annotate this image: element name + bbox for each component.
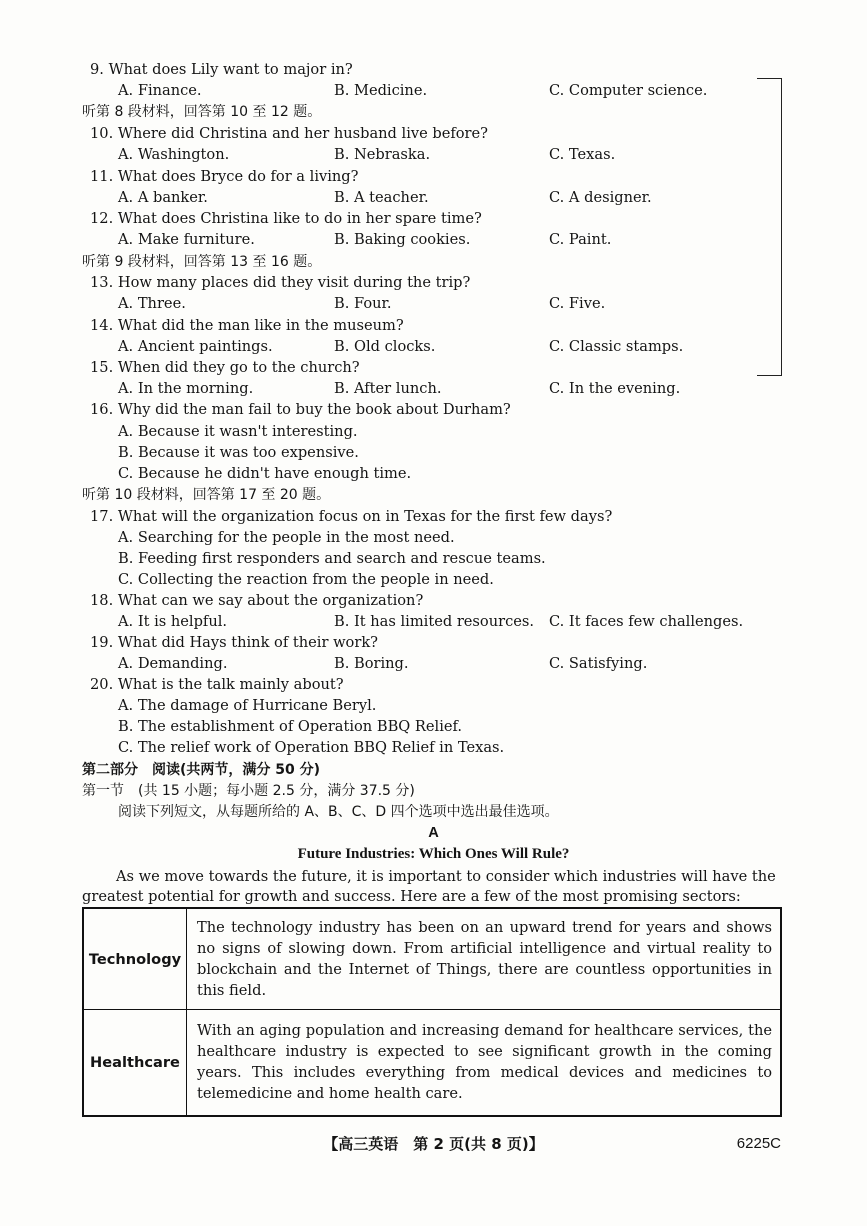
margin-bracket xyxy=(757,78,782,376)
table-row xyxy=(83,908,781,1010)
q10-option-c: C. Texas. xyxy=(549,146,616,163)
question-13: 13. How many places did they visit during the trip? xyxy=(90,274,471,291)
question-20: 20. What is the talk mainly about? xyxy=(90,676,344,693)
q13-option-c: C. Five. xyxy=(549,295,606,312)
question-12: 12. What does Christina like to do in her spare time? xyxy=(90,210,482,227)
q12-option-a: A. Make furniture. xyxy=(118,231,255,248)
sector-name: Healthcare xyxy=(83,1010,187,1116)
q9-option-a: A. Finance. xyxy=(118,82,202,99)
q19-option-b: B. Boring. xyxy=(334,655,409,672)
question-19: 19. What did Hays think of their work? xyxy=(90,634,378,651)
q15-option-a: A. In the morning. xyxy=(118,380,254,397)
sector-description: The technology industry has been on an upward trend for years and shows no signs of slowing down. From artificial intelligence and virtual reality to blockchain and the Internet of Things, there are countless opportunities in this field. xyxy=(187,908,782,1010)
q15-option-c: C. In the evening. xyxy=(549,380,681,397)
q20-option-a: A. The damage of Hurricane Beryl. xyxy=(118,697,377,714)
question-16: 16. Why did the man fail to buy the book about Durham? xyxy=(90,401,511,418)
q19-option-a: A. Demanding. xyxy=(118,655,228,672)
question-15: 15. When did they go to the church? xyxy=(90,359,360,376)
section-9-instruction: 听第 9 段材料，回答第 13 至 16 题。 xyxy=(82,254,322,270)
footer-exam-code: 6225C xyxy=(736,1135,781,1152)
q18-option-b: B. It has limited resources. xyxy=(334,613,535,630)
q14-option-a: A. Ancient paintings. xyxy=(118,338,273,355)
q10-option-a: A. Washington. xyxy=(118,146,230,163)
section-10-instruction: 听第 10 段材料，回答第 17 至 20 题。 xyxy=(82,487,331,503)
q19-option-c: C. Satisfying. xyxy=(549,655,648,672)
q9-option-b: B. Medicine. xyxy=(334,82,428,99)
q11-option-c: C. A designer. xyxy=(549,189,652,206)
q10-option-b: B. Nebraska. xyxy=(334,146,431,163)
q17-option-a: A. Searching for the people in the most need. xyxy=(118,529,455,546)
intro-line-2: greatest potential for growth and success. Here are a few of the most promising sectors: xyxy=(82,888,741,905)
passage-title: Future Industries: Which Ones Will Rule? xyxy=(297,846,570,862)
q18-option-a: A. It is helpful. xyxy=(118,613,228,630)
section-8-instruction: 听第 8 段材料，回答第 10 至 12 题。 xyxy=(82,104,322,120)
intro-line-1: As we move towards the future, it is important to consider which industries will have the xyxy=(116,868,776,885)
question-18: 18. What can we say about the organization? xyxy=(90,592,424,609)
q20-option-c: C. The relief work of Operation BBQ Relief in Texas. xyxy=(118,739,505,756)
q13-option-a: A. Three. xyxy=(118,295,186,312)
question-9: 9. What does Lily want to major in? xyxy=(90,61,353,78)
q14-option-c: C. Classic stamps. xyxy=(549,338,684,355)
q12-option-c: C. Paint. xyxy=(549,231,612,248)
table-row xyxy=(83,1010,781,1116)
q9-option-c: C. Computer science. xyxy=(549,82,708,99)
q16-option-a: A. Because it wasn't interesting. xyxy=(118,423,358,440)
question-17: 17. What will the organization focus on in Texas for the first few days? xyxy=(90,508,613,525)
q16-option-b: B. Because it was too expensive. xyxy=(118,444,359,461)
question-10: 10. Where did Christina and her husband live before? xyxy=(90,125,488,142)
q15-option-b: B. After lunch. xyxy=(334,380,442,397)
q11-option-a: A. A banker. xyxy=(118,189,208,206)
sector-name: Technology xyxy=(83,908,187,1010)
q11-option-b: B. A teacher. xyxy=(334,189,429,206)
sectors-table xyxy=(82,907,782,1117)
q20-option-b: B. The establishment of Operation BBQ Relief. xyxy=(118,718,463,735)
footer-page-label: 【高三英语 第 2 页(共 8 页)】 xyxy=(323,1135,544,1153)
q18-option-c: C. It faces few challenges. xyxy=(549,613,744,630)
part2-section1: 第一节 (共 15 小题；每小题 2.5 分，满分 37.5 分) xyxy=(82,783,415,799)
q16-option-c: C. Because he didn't have enough time. xyxy=(118,465,412,482)
part2-heading: 第二部分 阅读(共两节，满分 50 分) xyxy=(82,762,321,778)
q12-option-b: B. Baking cookies. xyxy=(334,231,471,248)
question-14: 14. What did the man like in the museum? xyxy=(90,317,404,334)
passage-letter: A xyxy=(428,825,439,841)
q13-option-b: B. Four. xyxy=(334,295,392,312)
part2-instruction: 阅读下列短文，从每题所给的 A、B、C、D 四个选项中选出最佳选项。 xyxy=(118,804,559,820)
q17-option-c: C. Collecting the reaction from the people in need. xyxy=(118,571,494,588)
q14-option-b: B. Old clocks. xyxy=(334,338,436,355)
q17-option-b: B. Feeding first responders and search and rescue teams. xyxy=(118,550,546,567)
question-11: 11. What does Bryce do for a living? xyxy=(90,168,359,185)
sector-description: With an aging population and increasing demand for healthcare services, the healthcare industry is expected to see significant growth in the coming years. This includes everything from medical devices and medicines to telemedicine and home health care. xyxy=(187,1010,782,1116)
